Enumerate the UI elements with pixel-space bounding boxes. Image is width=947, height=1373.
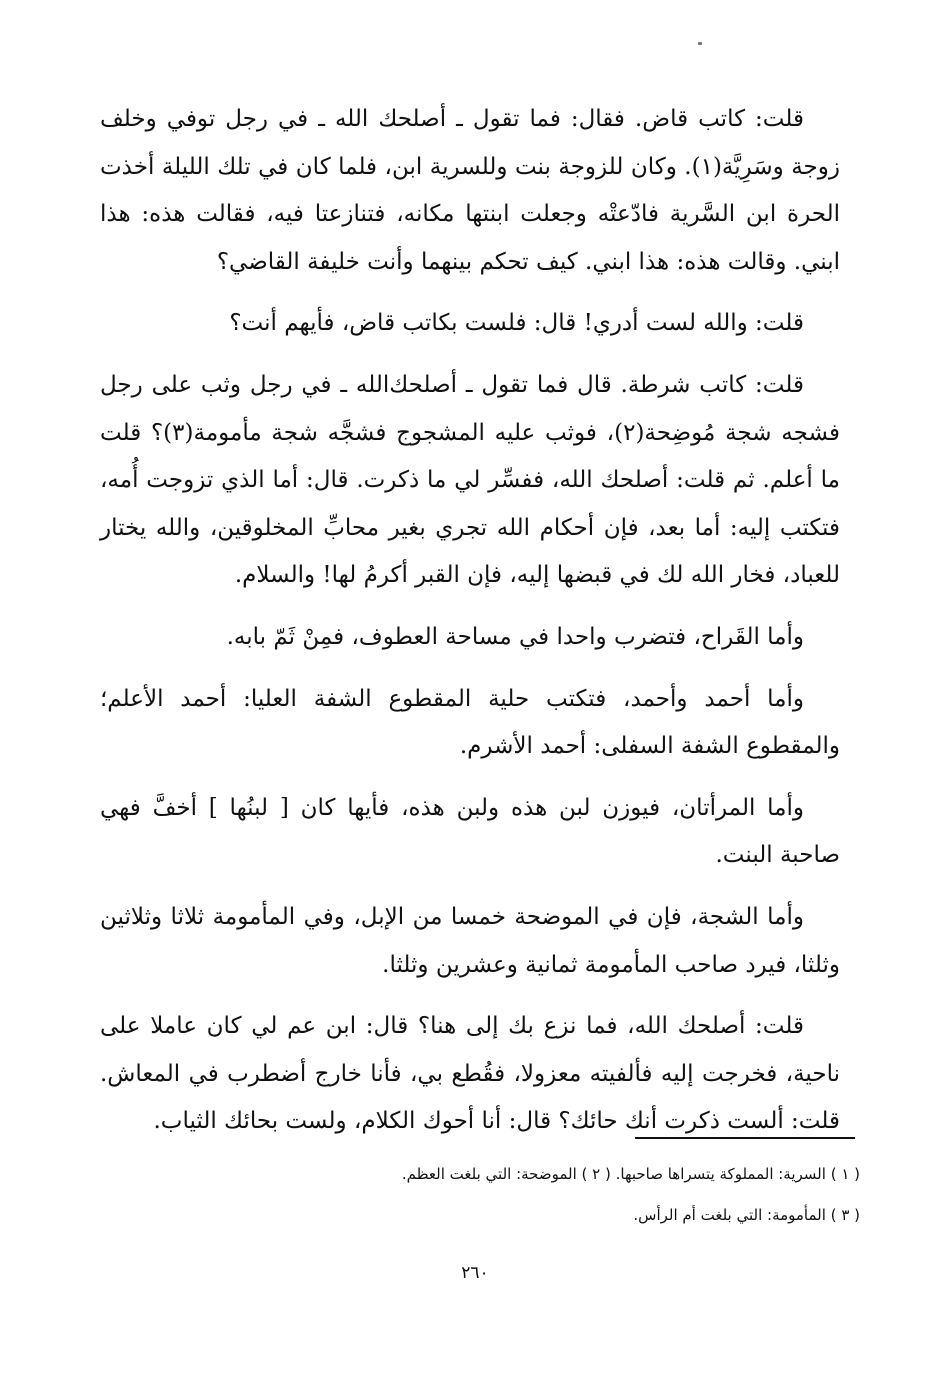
paragraph-1: قلت: كاتب قاض. فقال: فما تقول ـ أصلحك الله ـ في رجل توفي وخلف زوجة وسَرِيَّة(١). وكان للزوجة بنت وللسرية ابن، فلما كان في تلك الليلة أخذت الحرة ابن السَّرية فادّعتْه وجعلت ابنتها مكانه، فتنازعتا فيه، فقالت هذه: هذا ابني. وقالت هذه: هذا ابني. كيف تحكم بينهما وأنت خليفة القاضي؟ (100, 106, 840, 275)
paragraph-2: قلت: والله لست أدري! قال: فلست بكاتب قاض، فأيهم أنت؟ (229, 310, 804, 337)
paragraph-4: وأما القَراح، فتضرب واحدا في مساحة العطوف، فمِنْ ثَمّ بابه. (226, 623, 804, 650)
page-number: ٢٦٠ (461, 1263, 489, 1283)
footnote-line-2: ( ٣ ) المأمومة: التي بلغت أم الرأس. (633, 1206, 860, 1224)
footnote-line-1: ( ١ ) السرية: المملوكة يتسراها صاحبها. ( ٢ ) الموضحة: التي بلغت العظم. (401, 1165, 860, 1183)
paragraph-8: قلت: أصلحك الله، فما نزع بك إلى هنا؟ قال: ابن عم لي كان عاملا على ناحية، فخرجت إليه فألفيته معزولا، فقُطع بي، فأنا خارج أضطرب في المعاش. قلت: ألست ذكرت أنك حائك؟ قال: أنا أحوك الكلام، ولست بحائك الثياب. (100, 1013, 840, 1135)
paragraph-6: وأما المرأتان، فيوزن لبن هذه ولبن هذه، فأيها كان [ لبنُها ] أخفَّ فهي صاحبة البنت. (100, 794, 840, 869)
paragraph-3: قلت: كاتب شرطة. قال فما تقول ـ أصلحك‌الله ـ في رجل وثب على رجل فشجه شجة مُوضِحة(٢)، فوثب عليه المشجوج فشجَّه شجة مأمومة(٣)؟ قلت ما أعلم. ثم قلت: أصلحك الله، ففسِّر لي ما ذكرت. قال: أما الذي تزوجت أُمه، فتكتب إليه: أما بعد، فإن أحكام الله تجري بغير محابِّ المخلوقين، والله يختار للعباد، فخار الله لك في قبضها إليه، فإن القبر أكرمُ لها! والسلام. (100, 371, 840, 589)
paragraph-5: وأما أحمد وأحمد، فتكتب حلية المقطوع الشفة العليا: أحمد الأعلم؛ والمقطوع الشفة السفلى: أحمد الأشرم. (100, 685, 840, 760)
footnotes (300, 1164, 860, 1246)
footnote-divider (635, 1137, 855, 1139)
paragraph-7: وأما الشجة، فإن في الموضحة خمسا من الإبل، وفي المأمومة ثلاثا وثلاثين وثلثا، فيرد صاحب المأمومة ثمانية وعشرين وثلثا. (100, 903, 840, 978)
main-text (100, 96, 840, 1146)
scan-speck (698, 42, 702, 45)
